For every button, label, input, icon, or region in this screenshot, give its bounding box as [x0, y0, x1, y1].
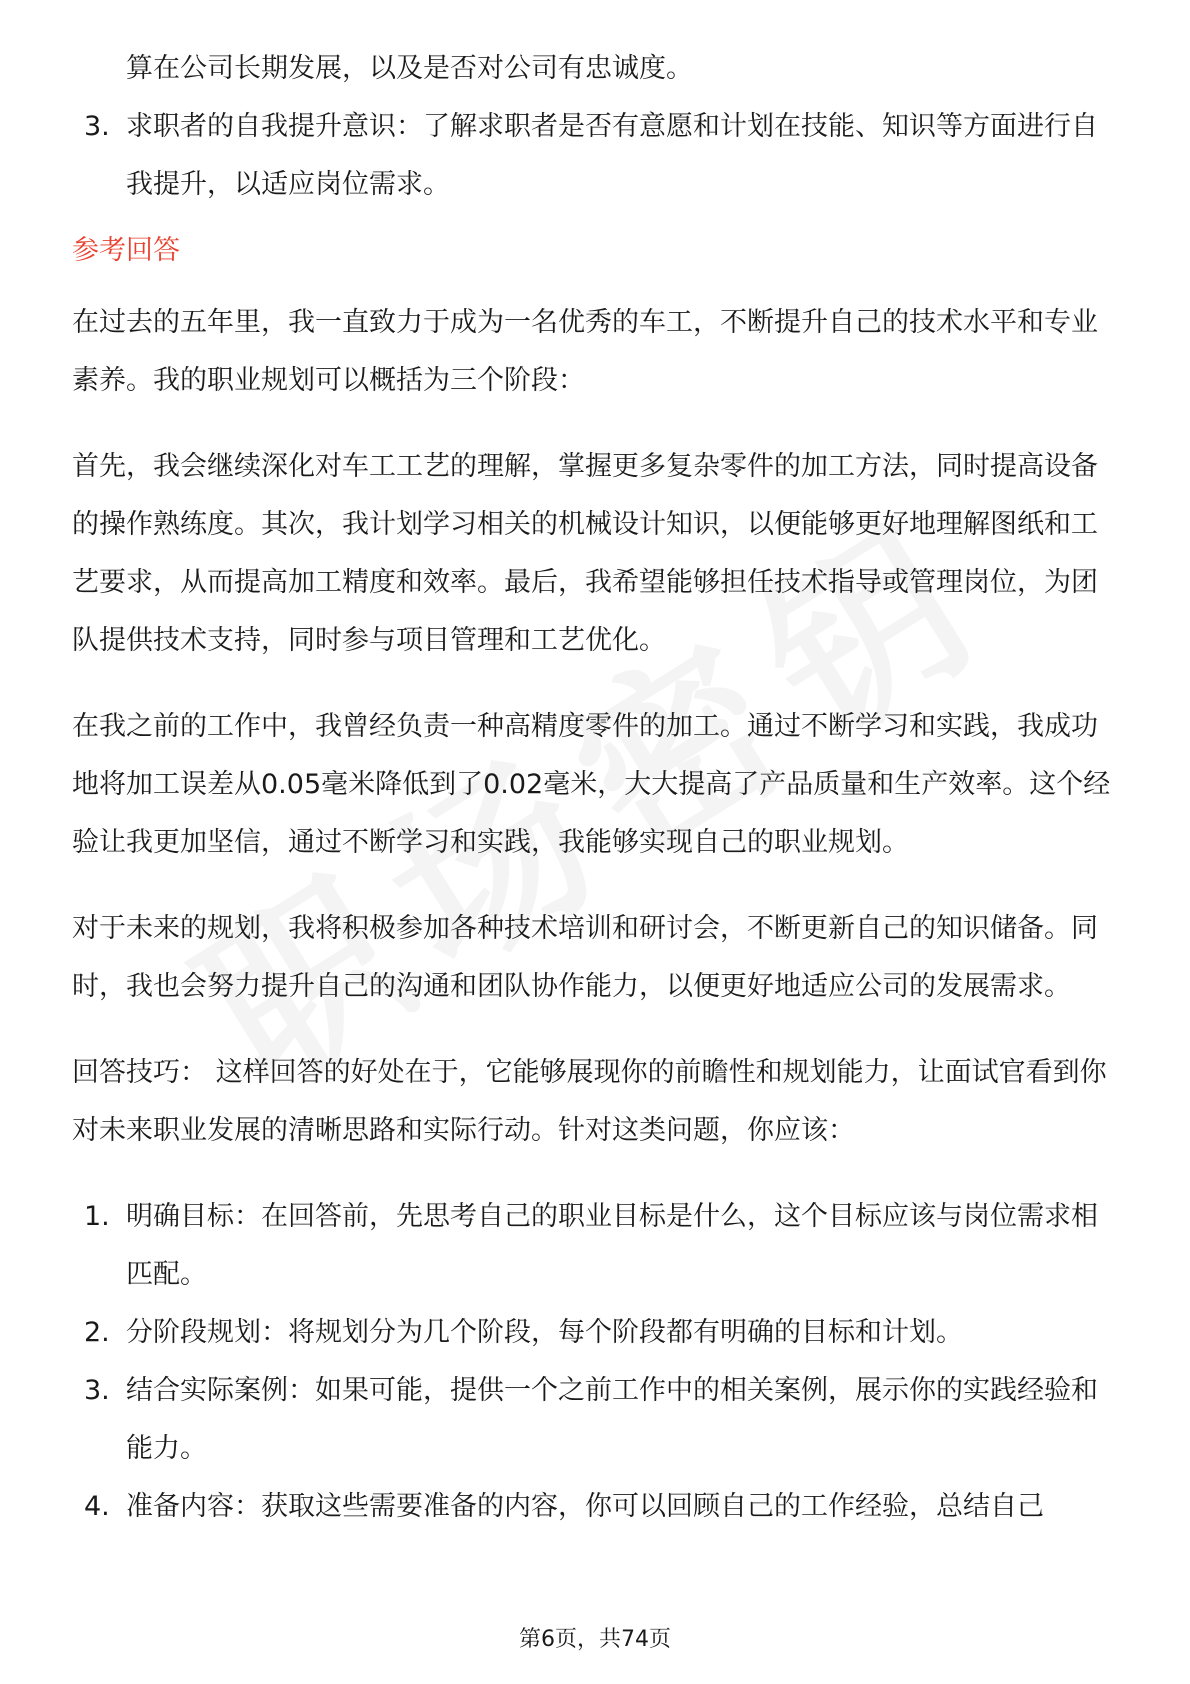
- list-number: 3.: [84, 111, 110, 142]
- list-number: 2.: [84, 1317, 110, 1348]
- tips-list: [72, 1188, 1122, 1536]
- paragraph: 对于未来的规划，我将积极参加各种技术培训和研讨会，不断更新自己的知识储备。同时，我也会努力提升自己的沟通和团队协作能力，以便更好地适应公司的发展需求。: [72, 913, 1098, 1002]
- list-number: 4.: [84, 1491, 110, 1522]
- list-item: [72, 1304, 1122, 1362]
- section-heading: 参考回答: [72, 235, 180, 266]
- page-footer: 第6页，共74页: [519, 1627, 671, 1652]
- list-item-text: 准备内容：获取这些需要准备的内容，你可以回顾自己的工作经验，总结自己: [126, 1491, 1044, 1522]
- list-number: 3.: [84, 1375, 110, 1406]
- list-item-text: 结合实际案例：如果可能，提供一个之前工作中的相关案例，展示你的实践经验和能力。: [126, 1375, 1098, 1464]
- paragraph: 在过去的五年里，我一直致力于成为一名优秀的车工，不断提升自己的技术水平和专业素养。我的职业规划可以概括为三个阶段：: [72, 307, 1098, 396]
- list-item: [72, 1188, 1122, 1304]
- list-item-text: 明确目标：在回答前，先思考自己的职业目标是什么，这个目标应该与岗位需求相匹配。: [126, 1201, 1098, 1290]
- list-item: [72, 1478, 1122, 1536]
- list-item: [72, 1362, 1122, 1478]
- paragraph: 在我之前的工作中，我曾经负责一种高精度零件的加工。通过不断学习和实践，我成功地将加工误差从0.05毫米降低到了0.02毫米，大大提高了产品质量和生产效率。这个经验让我更加坚信，通过不断学习和实践，我能够实现自己的职业规划。: [72, 711, 1111, 858]
- paragraph: 首先，我会继续深化对车工工艺的理解，掌握更多复杂零件的加工方法，同时提高设备的操作熟练度。其次，我计划学习相关的机械设计知识，以便能够更好地理解图纸和工艺要求，从而提高加工精度和效率。最后，我希望能够担任技术指导或管理岗位，为团队提供技术支持，同时参与项目管理和工艺优化。: [72, 451, 1098, 656]
- list-item-text: 分阶段规划：将规划分为几个阶段，每个阶段都有明确的目标和计划。: [126, 1317, 963, 1348]
- tips-intro: 回答技巧： 这样回答的好处在于，它能够展现你的前瞻性和规划能力，让面试官看到你对未来职业发展的清晰思路和实际行动。针对这类问题，你应该：: [72, 1057, 1107, 1146]
- list-item-text: 求职者的自我提升意识：了解求职者是否有意愿和计划在技能、知识等方面进行自我提升，以适应岗位需求。: [126, 111, 1098, 200]
- list-number: 1.: [84, 1201, 110, 1232]
- page-content: [72, 40, 1122, 1536]
- top-list: [72, 98, 1122, 214]
- list-item: [72, 98, 1122, 214]
- continued-list-text: 算在公司长期发展，以及是否对公司有忠诚度。: [126, 53, 693, 84]
